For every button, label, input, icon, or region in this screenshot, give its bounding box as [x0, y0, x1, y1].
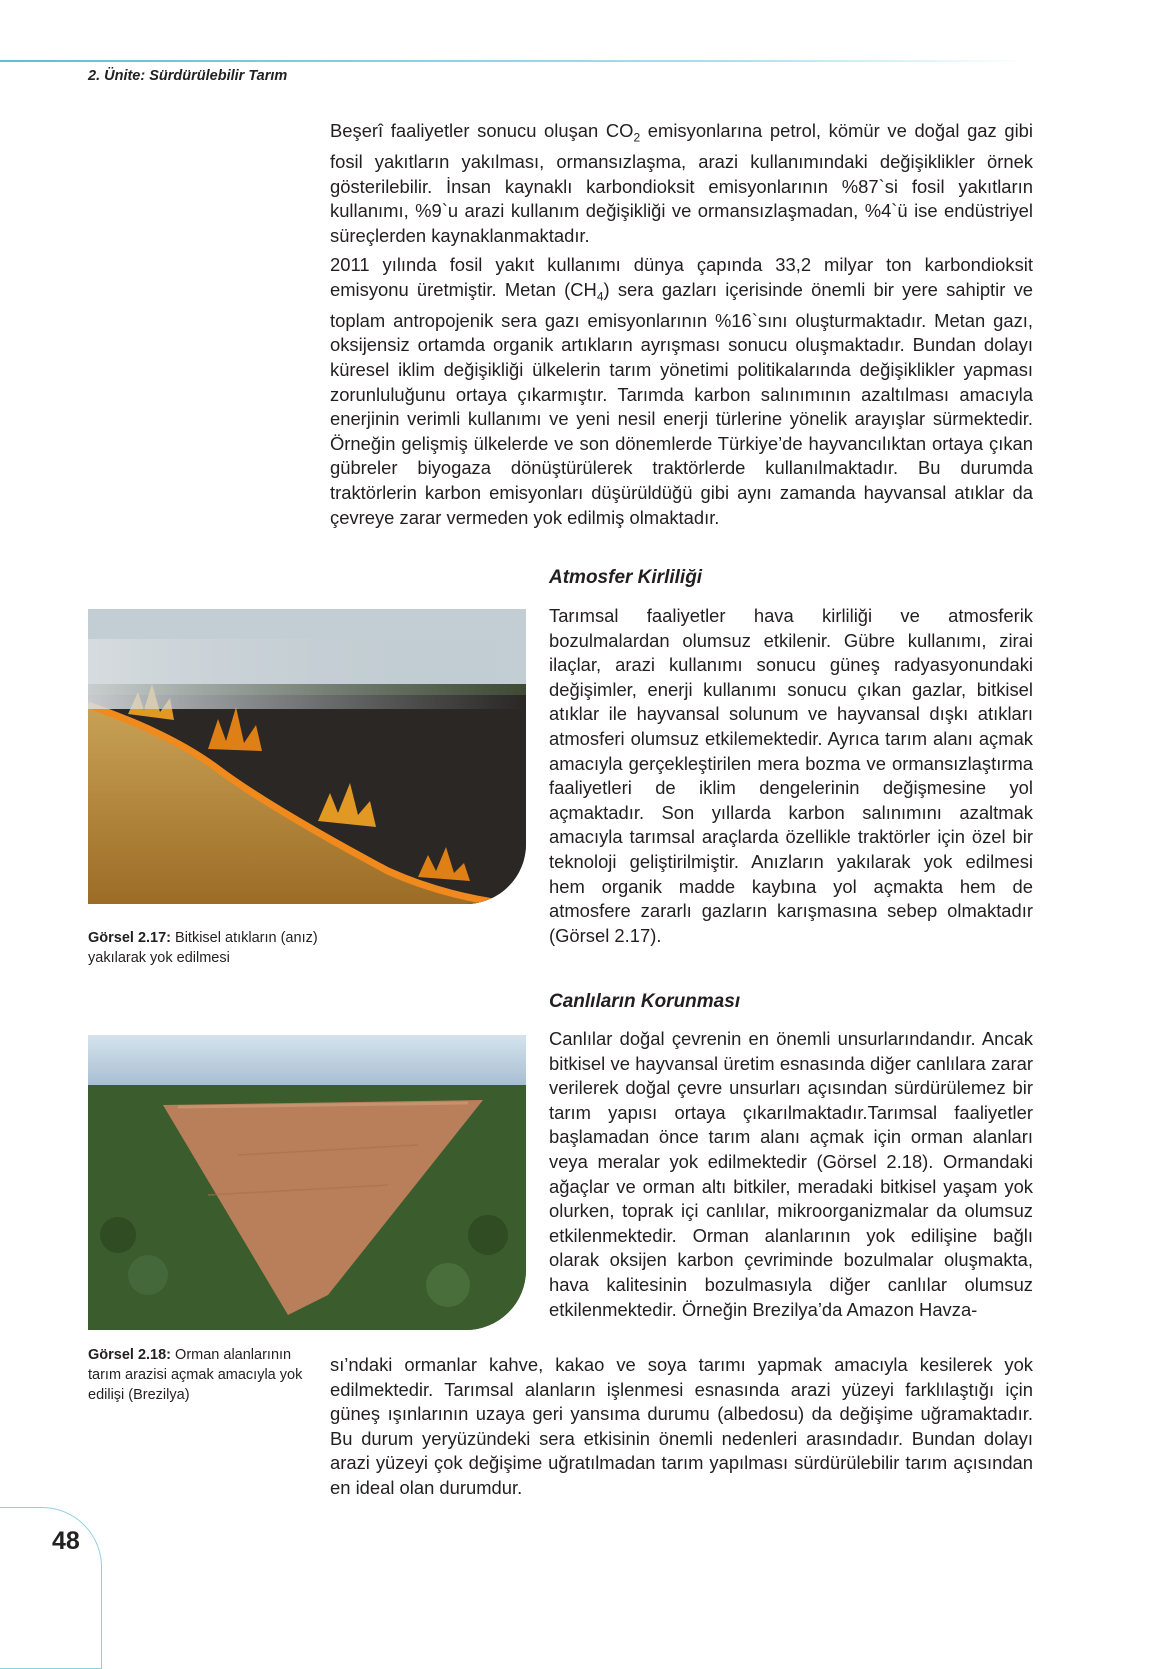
figure-caption-2-18 [88, 1345, 313, 1405]
section-heading-living-things: Canlıların Korunması [549, 991, 741, 1012]
stubble-burning-photo [88, 609, 526, 904]
paragraph-living-things-continued: sı’ndaki ormanlar kahve, kakao ve soya tarımı yapmak amacıyla kesilerek yok edilmektedir. Tarımsal alanların işlenmesi esnasında arazi yüzeyi farklılaştığı için güneş ışınlarının uzaya geri yansıma durumu (albedosu) da değişime uğramaktadır. Bu durum yeryüzündeki sera etkisinin önemli nedenleri arasındadır. Bundan dolayı arazi yüzeyi çok değişime uğratılmadan tarım yapılması sürdürülebilir tarım açısından en ideal olan durumdur. [330, 1354, 1033, 1498]
figure-label: Görsel 2.18: [88, 1347, 172, 1363]
figure-caption-text: Orman alanlarının tarım arazisi açmak amacıyla yok edilişi (Brezilya) [88, 1347, 303, 1403]
page-number-tab [0, 1507, 102, 1669]
paragraph-co2: Beşerî faaliyetler sonucu oluşan $CO_2$ emisyonlarına petrol, kömür ve doğal gaz gibi fosil yakıtların yakılması, ormansızlaşma, arazi kullanımındaki değişiklikler örnek gösterilebilir. İnsan kaynaklı karbondioksit emisyonlarının %87`si fosil yakıtların kullanımı, %9`u arazi kullanım değişikliği ve ormansızlaşmadan, %4`ü ise endüstriyel süreçlerden kaynaklanmaktadır. [330, 120, 1033, 247]
header-rule [0, 60, 1030, 62]
figure-caption-2-17 [88, 928, 318, 968]
paragraph-living-things: Canlılar doğal çevrenin en önemli unsurlarındandır. Ancak bitkisel ve hayvansal üretim esnasında diğer canlılara zarar verilerek doğal çevre unsurları açısından sürdürülemez bir tarım yapısı ortaya çıkarılmaktadır.Tarımsal faaliyetler başlamadan önce tarım alanı açmak için orman alanları veya meralar yok edilmektedir (Görsel 2.18). Ormandaki ağaçlar ve orman altı bitkiler, meradaki bitkisel yaşam yok olurken, toprak içi canlılar, mikroorganizmalar da olumsuz etkilenmektedir. Orman alanlarının yok edilişine bağlı olarak oksijen karbon çevriminde bozulmalar oluşmakta, hava kalitesinin bozulmasıyla diğer canlılar olumsuz etkilenmektedir. Örneğin Brezilya’da Amazon Havza- [549, 1028, 1033, 1320]
stubble-burning-illustration [88, 609, 526, 904]
paragraph-atmosphere: Tarımsal faaliyetler hava kirliliği ve atmosferik bozulmalardan olumsuz etkilenir. Gübre kullanımı, zirai ilaçlar, arazi kullanımı sonucu güneş radyasyonundaki değişimler, enerji kullanımı sonucu çıkan gazlar, bitkisel atıklar ile hayvansal solunum ve hayvansal dışkı atıkları atmosferi olumsuz etkilemektedir. Ayrıca tarım alanı açmak amacıyla gerçekleştirilen mera bozma ve ormansızlaştırma faaliyetleri de iklim dengelerinin değişmesine yol açmaktadır. Son yıllarda karbon salınımını azaltmak amacıyla tarımsal araçlarda özellikle traktörler için özel bir teknoloji geliştirilmiştir. Anızların yakılarak yok edilmesi hem organik madde kaybına yol açmakta hem de atmosfere zararlı gazların karışmasına sebep olmaktadır (Görsel 2.17). [549, 605, 1033, 946]
page-number: 48 [52, 1527, 80, 1555]
deforestation-brazil-photo [88, 1035, 526, 1330]
section-heading-atmosphere: Atmosfer Kirliliği [549, 567, 703, 588]
paragraph-methane: 2011 yılında fosil yakıt kullanımı dünya çapında 33,2 milyar ton karbondioksit emisyonu üretmiştir. Metan $(CH_4)$ sera gazları içerisinde önemli bir yere sahiptir ve toplam antropojenik sera gazı emisyonlarının %16`sını oluşturmaktadır. Metan gazı, oksijensiz ortamda organik artıkların ayrışması sonucu oluşmaktadır. Bundan dolayı küresel iklim değişikliği ülkelerin tarım yönetimi politikalarında değişiklikler yapması zorunluluğunu ortaya çıkarmıştır. Tarımda karbon salınımının azaltılması amacıyla enerjinin verimli kullanımı ve yeni nesil enerji türlerine yönelik arayışlar sürmektedir. Örneğin gelişmiş ülkelerde ve son dönemlerde Türkiye’de hayvancılıktan ortaya çıkan gübreler biyogaza dönüştürülerek traktörlerde kullanılmaktadır. Bu durumda traktörlerin karbon emisyonları düşürüldüğü gibi aynı zamanda hayvansal atıklar da çevreye zarar vermeden yok edilmiş olmaktadır. [330, 254, 1033, 528]
deforestation-illustration [88, 1035, 526, 1330]
unit-title: 2. Ünite: Sürdürülebilir Tarım [88, 68, 288, 84]
figure-caption-text: Bitkisel atıkların (anız) yakılarak yok edilmesi [88, 930, 318, 966]
figure-label: Görsel 2.17: [88, 930, 172, 946]
